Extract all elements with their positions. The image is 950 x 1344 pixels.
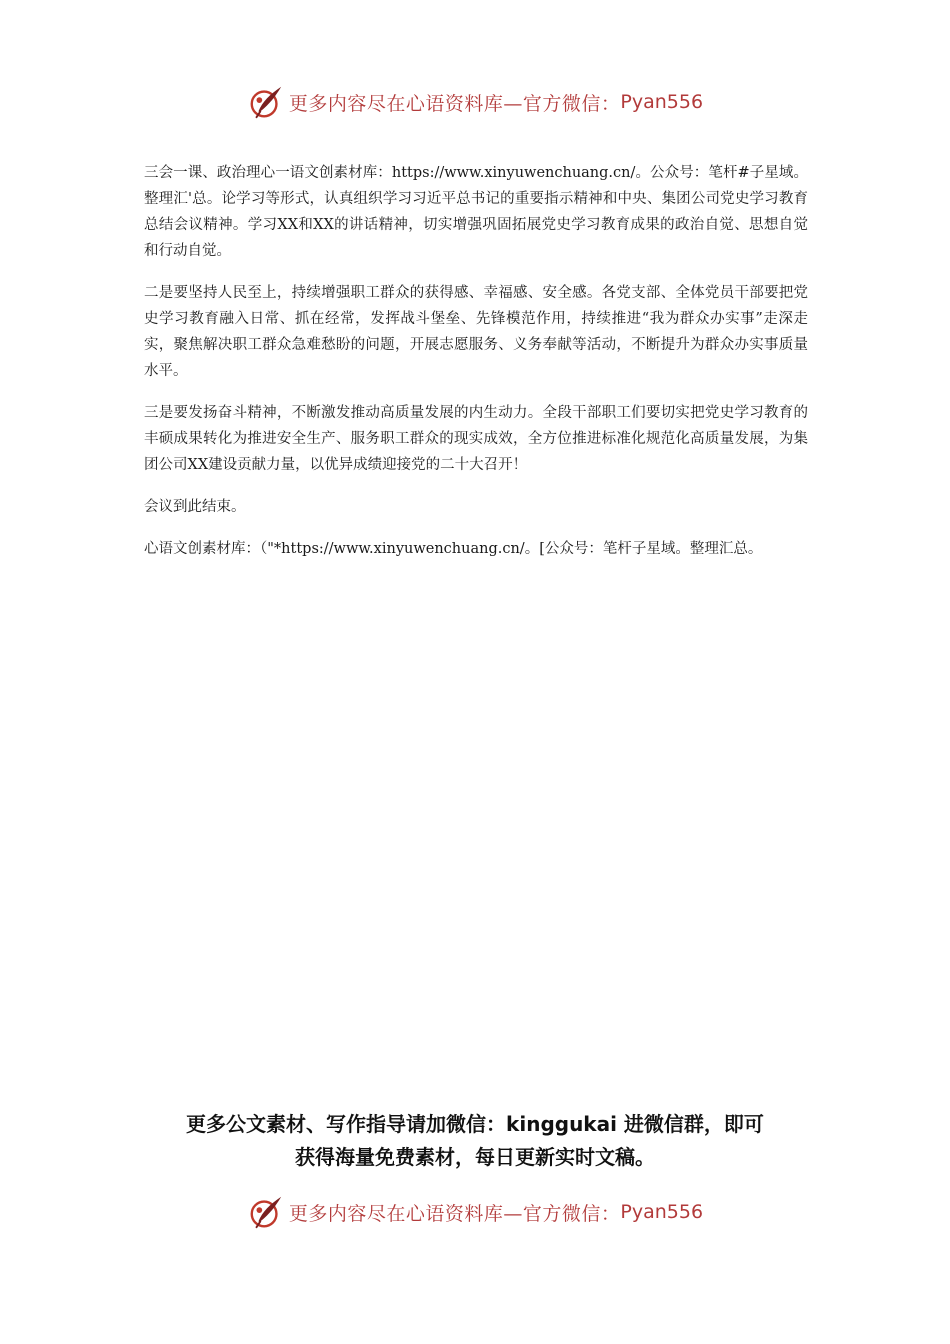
paragraph-4: 会议到此结束。: [144, 499, 246, 515]
header-banner-wechat-id: Pyan556: [620, 91, 704, 113]
footer-banner-inner: [247, 1193, 703, 1231]
header-banner-inner: [247, 83, 703, 121]
paragraph-3: 三是要发扬奋斗精神，不断激发推动高质量发展的内生动力。全段干部职工们要切实把党史学习教育的丰硕成果转化为推进安全生产、服务职工群众的现实成效，全方位推进标准化规范化高质量发展，为集团公司XX建设贡献力量，以优异成绩迎接党的二十大召开！: [144, 405, 808, 473]
document-body: [144, 160, 808, 578]
footer-promo-note: [0, 1108, 950, 1174]
footer-banner-wechat-id: Pyan556: [620, 1201, 704, 1223]
footer-promo-line-2: 获得海量免费素材，每日更新实时文稿。: [295, 1145, 655, 1169]
quill-pen-logo-icon: [247, 1193, 285, 1231]
paragraph-1: 三会一课、政治理心一语文创素材库：https://www.xinyuwenchuang.cn/。公众号：笔杆#子星域。整理汇'总。论学习等形式，认真组织学习习近平总书记的重要指示精神和中央、集团公司党史学习教育总结会议精神。学习XX和XX的讲话精神，切实增强巩固拓展党史学习教育成果的政治自觉、思想自觉和行动自觉。: [144, 165, 808, 259]
footer-banner: [0, 1190, 950, 1234]
footer-promo-line-1: 更多公文素材、写作指导请加微信：kinggukai 进微信群，即可: [186, 1112, 764, 1136]
header-banner: [0, 80, 950, 124]
quill-pen-logo-icon: [247, 83, 285, 121]
header-banner-text: 更多内容尽在心语资料库—官方微信：: [288, 92, 621, 115]
paragraph-5: 心语文创素材库：（"*https://www.xinyuwenchuang.cn/。[公众号：笔杆子星域。整理汇总。: [144, 541, 763, 557]
paragraph-2: 二是要坚持人民至上，持续增强职工群众的获得感、幸福感、安全感。各党支部、全体党员干部要把党史学习教育融入日常、抓在经常，发挥战斗堡垒、先锋模范作用，持续推进“我为群众办实事”走深走实，聚焦解决职工群众急难愁盼的问题，开展志愿服务、义务奉献等活动，不断提升为群众办实事质量水平。: [144, 285, 808, 379]
footer-banner-text: 更多内容尽在心语资料库—官方微信：: [288, 1202, 621, 1225]
